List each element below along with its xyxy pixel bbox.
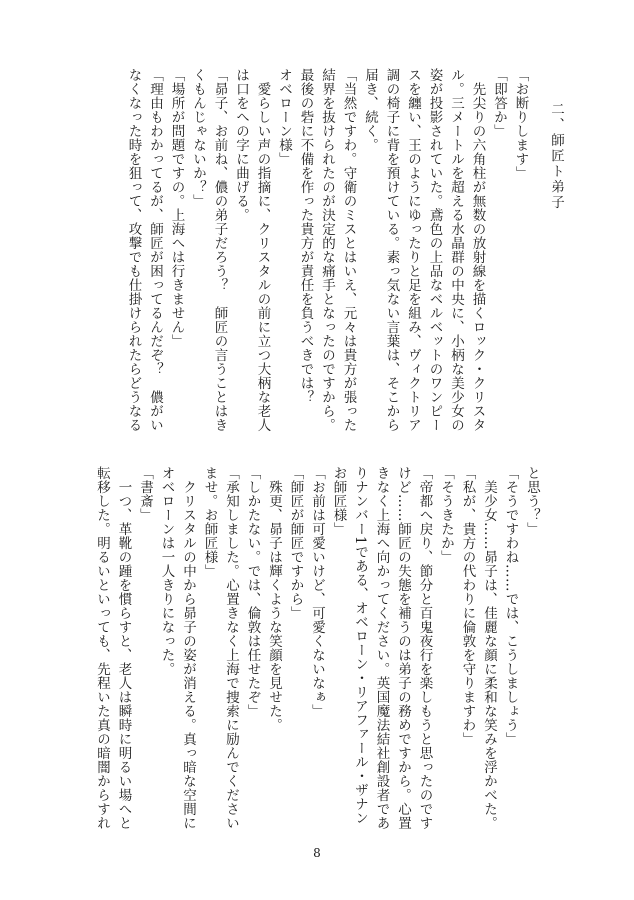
text-line: 「書斎」 <box>137 466 153 522</box>
text-line: 愛らしい声の指摘に、クリスタルの前に立つ大柄な老人 <box>254 68 271 432</box>
text-line: オベローンは一人きりになった。 <box>158 466 175 676</box>
text-line: ませ。お師匠様」 <box>201 466 218 578</box>
text-line: 殊更、昴子は輝くような笑顔を見せた。 <box>266 466 282 732</box>
text-line: 「理由もわかってるが、師匠が困ってるんだぞ？ 儂がい <box>147 68 163 432</box>
text-line: 調の椅子に背を預けている。素っ気ない言葉は、そこから <box>383 68 400 432</box>
text-line: 「即答か」 <box>491 68 507 138</box>
text-line: と思う？」 <box>524 466 540 536</box>
text-line: 転移した。明るいといっても、先程いた真の暗闇からすれ <box>94 466 110 830</box>
text-line: ル。三メートルを超える水晶群の中央に、小柄な美少女の <box>448 68 464 432</box>
text-line: オベローン様」 <box>276 68 292 166</box>
text-line: スを纏い、王のようにゆったりと足を組み、ヴィクトリア <box>405 68 421 432</box>
text-line: 「昴子、お前ね、儂の弟子だろう？ 師匠の言うことはき <box>211 68 228 432</box>
text-line: 「場所が問題ですの。上海へは行きません」 <box>168 68 185 348</box>
text-line: 届き、続く。 <box>362 68 378 152</box>
text-line: 「承知しました。心置きなく上海で捜索に励んでください <box>223 466 239 830</box>
text-line: 先尖りの六角柱が無数の放射線を描くロック・クリスタ <box>469 68 486 432</box>
text-line: なくなった時を狙って、攻撃でも仕掛けられたらどうなる <box>125 68 142 432</box>
text-line: 最後の砦に不備を作った貴方が責任を負うべきでは？ <box>297 68 314 404</box>
text-line: けど……師匠の失態を補うのは弟子の務めですから。心置 <box>395 466 411 830</box>
text-line: くもんじゃないか？」 <box>190 68 206 208</box>
page-number: 8 <box>313 846 321 860</box>
text-line: 一つ、革靴の踵を慣らすと、老人は瞬時に明るい場へと <box>115 466 132 830</box>
text-line: 「そうですわね……では、こうしましょう」 <box>502 466 519 746</box>
text-block-top <box>6 68 566 440</box>
text-line: 「私が、貴方の代わりに倫敦を守りますわ」 <box>459 466 476 746</box>
text-line: 「帝都へ戻り、節分と百鬼夜行を楽しもうと思ったのです <box>416 466 433 830</box>
text-line: 「そうきたか」 <box>438 466 454 564</box>
text-line: クリスタルの中から昴子の姿が消える。真っ暗な空間に <box>180 466 196 830</box>
text-line: 「しかたない。では、倫敦は任せたぞ」 <box>244 466 261 718</box>
text-line: 結界を抜けられたのが決定的な痛手となったのですから。 <box>319 68 335 432</box>
text-line: お師匠様」 <box>330 466 347 536</box>
text-line: 「当然ですわ。守衛のミスとはいえ、元々は貴方が張った <box>340 68 357 432</box>
text-line: は口をへの字に曲げる。 <box>233 68 249 222</box>
text-line: きなく上海へ向かってください。英国魔法結社創設者であ <box>373 466 390 830</box>
text-block-bottom <box>62 466 542 830</box>
text-line: りナンバー1である、オベローン・リアファール・ザナン <box>352 466 368 826</box>
text-line: 「お前は可愛いけど、可愛くないなぁ」 <box>309 466 325 718</box>
text-line: 美少女……昴子は、佳麗な顔に柔和な笑みを浮かべた。 <box>481 466 497 830</box>
text-line: 「お断りします」 <box>512 68 529 180</box>
text-line: 「師匠が師匠ですから」 <box>287 466 304 620</box>
text-line: 姿が投影されていた。鳶色の上品なベルベットのワンピー <box>426 68 443 432</box>
chapter-title: 二、師匠ト弟子 <box>548 102 564 211</box>
